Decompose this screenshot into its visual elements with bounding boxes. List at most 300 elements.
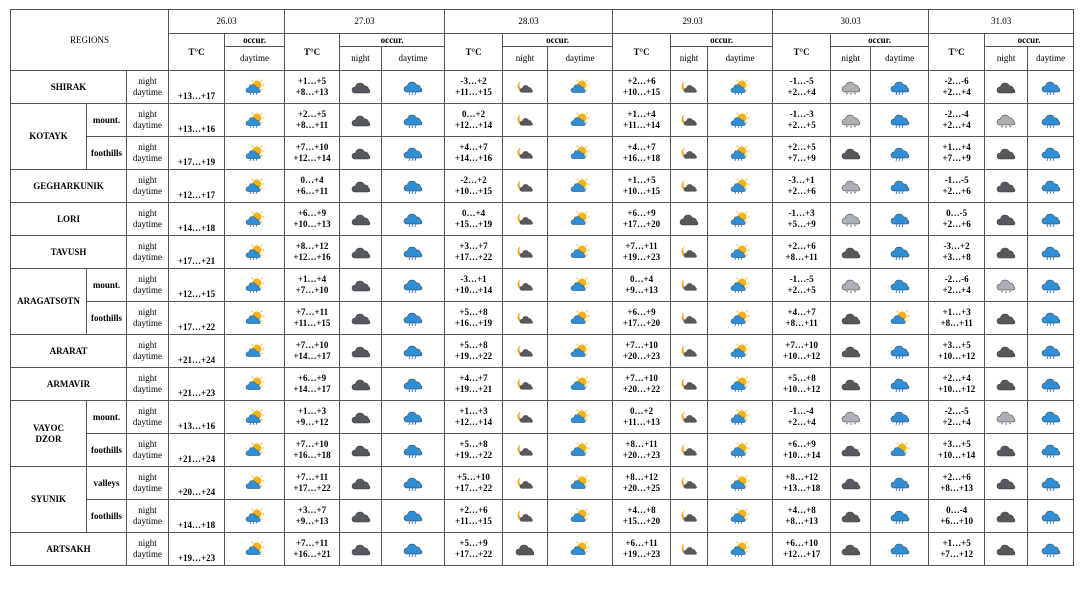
temp-cell: [445, 236, 503, 269]
daytime-temp: +12…+14: [454, 417, 493, 427]
night-occurrence-cell: [340, 203, 382, 236]
temp-cell: [285, 302, 340, 335]
daytime-occurrence-cell: [1028, 467, 1074, 500]
night-occurrence-cell: [671, 203, 708, 236]
daytime-label: daytime: [133, 153, 163, 163]
night-temp: -2…+2: [460, 175, 487, 185]
daytime-temp: +13…+16: [177, 124, 216, 134]
daytime-label: daytime: [133, 450, 163, 460]
daytime-temp: +17…+22: [454, 549, 493, 559]
table-row: [11, 434, 1074, 467]
daytime-occurrence-cell: [548, 434, 613, 467]
night-temp: +3…+5: [942, 340, 971, 350]
daytime-temp: +17…+21: [177, 256, 216, 266]
daytime-temp: +13…+17: [177, 91, 216, 101]
occurrence-cell: [225, 170, 285, 203]
night-occurrence-cell: [831, 533, 871, 566]
daytime-temp: +16…+21: [293, 549, 331, 559]
night-temp: +7…+10: [625, 340, 658, 350]
sun-cloud-icon: [570, 442, 590, 458]
daytime-occurrence-cell: [382, 104, 445, 137]
temp-cell: [613, 302, 671, 335]
night-occurrence-cell: [985, 533, 1028, 566]
temp-header-1: T°C: [285, 34, 340, 71]
sun-cloud-icon: [245, 343, 265, 359]
sun-cloud-icon: [570, 475, 590, 491]
temp-cell: [613, 401, 671, 434]
time-of-day-labels: [127, 434, 169, 467]
temp-cell: [169, 467, 225, 500]
moon-cloud-icon: [515, 343, 535, 359]
daytime-occurrence-cell: [1028, 302, 1074, 335]
temp-cell: [169, 170, 225, 203]
temp-cell: [169, 335, 225, 368]
region-label: GEGHARKUNIK: [33, 180, 104, 191]
daytime-occurrence-cell: [871, 401, 929, 434]
night-label: night: [138, 175, 157, 185]
night-occurrence-cell: [671, 500, 708, 533]
night-temp: +2…+6: [787, 241, 816, 251]
temp-cell: [773, 236, 831, 269]
temp-cell: [445, 533, 503, 566]
sun-cloud-icon: [570, 112, 590, 128]
forecast-table: [10, 9, 1074, 566]
daytime-temp: +10…+12: [782, 351, 821, 361]
daytime-occurrence-cell: [1028, 269, 1074, 302]
cloud-icon: [996, 244, 1016, 260]
temp-cell: [445, 467, 503, 500]
temp-cell: [773, 302, 831, 335]
cloud-icon: [351, 310, 371, 326]
daytime-occurrence-cell: [548, 533, 613, 566]
daytime-label: daytime: [133, 351, 163, 361]
daytime-temp: +10…+12: [937, 384, 976, 394]
night-temp: +7…+11: [295, 472, 329, 482]
temp-cell: [285, 104, 340, 137]
night-temp: -2…-6: [944, 274, 969, 284]
daytime-temp: +12…+16: [293, 252, 331, 262]
night-temp: +7…+11: [625, 241, 658, 251]
occur-header-3: occur.: [671, 34, 773, 47]
rain-icon: [890, 145, 910, 161]
subregion-label: valleys: [93, 477, 120, 488]
daytime-temp: +9…+13: [295, 516, 329, 526]
cloud-icon: [841, 508, 861, 524]
daytime-occurrence-cell: [548, 104, 613, 137]
temp-cell: [613, 533, 671, 566]
night-temp: +2…+6: [942, 472, 971, 482]
sun-cloud-rain-icon: [730, 79, 750, 95]
daytime-occurrence-cell: [1028, 434, 1074, 467]
sun-cloud-icon: [245, 541, 265, 557]
daytime-temp: +14…+17: [293, 351, 331, 361]
rain-icon: [1041, 541, 1061, 557]
moon-cloud-icon: [515, 145, 535, 161]
daytime-temp: +16…+18: [293, 450, 331, 460]
rain-icon: [1041, 79, 1061, 95]
temp-cell: [285, 137, 340, 170]
snow-icon: [996, 277, 1016, 293]
night-temp: +1…+4: [297, 274, 327, 284]
night-temp: +7…+10: [295, 439, 329, 449]
snow-icon: [841, 211, 861, 227]
daytime-temp: +13…+16: [177, 421, 216, 431]
daytime-temp: +14…+18: [177, 223, 216, 233]
rain-icon: [890, 508, 910, 524]
daytime-occurrence-cell: [548, 71, 613, 104]
daytime-temp: +2…+6: [942, 186, 971, 196]
sun-cloud-icon: [245, 442, 265, 458]
cloud-icon: [351, 112, 371, 128]
daytime-occurrence-cell: [1028, 170, 1074, 203]
temp-cell: [169, 302, 225, 335]
night-label: night: [138, 538, 157, 548]
night-occurrence-cell: [671, 104, 708, 137]
daytime-label: daytime: [133, 549, 163, 559]
daytime-occurrence-cell: [382, 302, 445, 335]
table-row: [11, 170, 1074, 203]
sun-cloud-icon: [570, 376, 590, 392]
region-label: TAVUSH: [50, 246, 87, 257]
night-temp: +4…+7: [787, 307, 816, 317]
daytime-occurrence-cell: [548, 170, 613, 203]
daytime-occurrence-cell: [1028, 500, 1074, 533]
daytime-temp: +15…+20: [622, 516, 661, 526]
region-label: ARAGATSOTN: [17, 296, 80, 306]
night-occurrence-cell: [340, 104, 382, 137]
rain-icon: [890, 79, 910, 95]
daytime-occurrence-cell: [382, 269, 445, 302]
night-occurrence-cell: [503, 368, 548, 401]
daytime-temp: +17…+22: [293, 483, 331, 493]
night-temp: +5…+8: [459, 340, 488, 350]
night-occurrence-cell: [340, 467, 382, 500]
night-temp: +7…+10: [785, 340, 818, 350]
daytime-label: daytime: [133, 219, 163, 229]
cloud-icon: [351, 277, 371, 293]
rain-icon: [890, 277, 910, 293]
sun-cloud-icon: [570, 409, 590, 425]
daytime-occurrence-cell: [708, 302, 773, 335]
night-occurrence-cell: [503, 236, 548, 269]
night-temp: -3…+1: [788, 175, 815, 185]
moon-cloud-icon: [515, 409, 535, 425]
daytime-occurrence-cell: [548, 368, 613, 401]
night-temp: 0…+2: [629, 406, 654, 416]
night-occurrence-cell: [831, 401, 871, 434]
cloud-icon: [351, 178, 371, 194]
temp-cell: [285, 236, 340, 269]
daytime-temp: +11…+13: [623, 417, 660, 427]
night-temp: +5…+10: [457, 472, 490, 482]
sun-cloud-rain-icon: [730, 277, 750, 293]
moon-cloud-icon: [679, 475, 699, 491]
night-occurrence-cell: [985, 500, 1028, 533]
temp-cell: [445, 203, 503, 236]
night-temp: -2…-6: [944, 76, 969, 86]
moon-cloud-icon: [515, 310, 535, 326]
rain-icon: [890, 211, 910, 227]
occurrence-cell: [225, 533, 285, 566]
night-label: night: [138, 472, 157, 482]
region-name: [11, 71, 127, 104]
temp-cell: [773, 467, 831, 500]
temp-cell: [169, 137, 225, 170]
subregion-name: [87, 269, 127, 302]
region-name: [11, 335, 127, 368]
night-temp: +5…+8: [459, 439, 488, 449]
daytime-occurrence-cell: [548, 203, 613, 236]
temp-cell: [445, 104, 503, 137]
temp-cell: [445, 368, 503, 401]
night-occurrence-cell: [831, 236, 871, 269]
daytime-occurrence-cell: [708, 368, 773, 401]
daytime-temp: +17…+20: [622, 318, 661, 328]
night-occurrence-cell: [340, 533, 382, 566]
daytime-label: daytime: [133, 516, 163, 526]
moon-cloud-icon: [515, 508, 535, 524]
moon-cloud-icon: [679, 442, 699, 458]
daytime-temp: +11…+15: [293, 318, 331, 328]
table-row: [11, 71, 1074, 104]
rain-icon: [890, 244, 910, 260]
cloud-icon: [351, 409, 371, 425]
sun-cloud-icon: [570, 508, 590, 524]
cloud-icon: [841, 475, 861, 491]
night-occurrence-cell: [671, 533, 708, 566]
rain-icon: [403, 277, 423, 293]
daytime-occurrence-cell: [382, 203, 445, 236]
table-row: [11, 104, 1074, 137]
temp-cell: [929, 533, 985, 566]
daytime-temp: +2…+4: [787, 87, 816, 97]
rain-icon: [1041, 508, 1061, 524]
night-occurrence-cell: [503, 500, 548, 533]
sun-cloud-rain-icon: [730, 112, 750, 128]
daytime-occurrence-cell: [871, 170, 929, 203]
cloud-icon: [351, 79, 371, 95]
date-header-4: 30.03: [773, 10, 929, 34]
temp-cell: [773, 533, 831, 566]
sun-cloud-rain-icon: [245, 409, 265, 425]
daytime-header-5: daytime: [1028, 47, 1074, 71]
moon-cloud-icon: [515, 376, 535, 392]
daytime-occurrence-cell: [871, 335, 929, 368]
temp-cell: [773, 71, 831, 104]
daytime-occurrence-cell: [871, 434, 929, 467]
cloud-icon: [996, 145, 1016, 161]
daytime-occurrence-cell: [708, 533, 773, 566]
night-header-4: night: [831, 47, 871, 71]
moon-cloud-icon: [679, 409, 699, 425]
night-occurrence-cell: [671, 401, 708, 434]
table-row: [11, 269, 1074, 302]
temp-cell: [613, 236, 671, 269]
snow-icon: [996, 409, 1016, 425]
night-occurrence-cell: [503, 137, 548, 170]
cloud-icon: [351, 475, 371, 491]
subregion-name: [87, 500, 127, 533]
occurrence-cell: [225, 203, 285, 236]
night-occurrence-cell: [985, 236, 1028, 269]
daytime-temp: +14…+18: [177, 520, 216, 530]
night-header-2: night: [503, 47, 548, 71]
daytime-temp: +12…+14: [454, 120, 493, 130]
temp-cell: [929, 434, 985, 467]
daytime-occurrence-cell: [1028, 236, 1074, 269]
daytime-temp: +17…+22: [454, 483, 493, 493]
subregion-label: foothills: [90, 312, 122, 323]
temp-cell: [613, 335, 671, 368]
night-occurrence-cell: [831, 368, 871, 401]
daytime-occurrence-cell: [708, 269, 773, 302]
night-header-5: night: [985, 47, 1028, 71]
snow-icon: [841, 409, 861, 425]
sun-cloud-icon: [570, 541, 590, 557]
night-temp: +6…+9: [627, 208, 656, 218]
daytime-temp: +20…+23: [622, 450, 661, 460]
cloud-icon: [841, 310, 861, 326]
rain-icon: [403, 178, 423, 194]
night-occurrence-cell: [985, 467, 1028, 500]
sun-cloud-rain-icon: [730, 409, 750, 425]
daytime-temp: +6…+11: [295, 186, 329, 196]
subregion-label: mount.: [92, 114, 121, 125]
night-temp: +8…+11: [625, 439, 658, 449]
daytime-occurrence-cell: [708, 335, 773, 368]
time-of-day-labels: [127, 269, 169, 302]
temp-cell: [169, 203, 225, 236]
night-temp: -1…-5: [944, 175, 969, 185]
rain-icon: [890, 541, 910, 557]
subregion-label: mount.: [92, 411, 121, 422]
daytime-occurrence-cell: [871, 302, 929, 335]
daytime-temp: +12…+14: [293, 153, 331, 163]
daytime-temp: +3…+8: [942, 252, 971, 262]
daytime-occurrence-cell: [1028, 335, 1074, 368]
daytime-occurrence-cell: [871, 137, 929, 170]
daytime-occurrence-cell: [548, 269, 613, 302]
daytime-occurrence-cell: [708, 401, 773, 434]
night-occurrence-cell: [985, 302, 1028, 335]
table-row: [11, 368, 1074, 401]
night-label: night: [138, 208, 157, 218]
moon-cloud-icon: [679, 310, 699, 326]
daytime-temp: +20…+25: [622, 483, 661, 493]
daytime-occurrence-cell: [382, 236, 445, 269]
night-label: night: [138, 274, 157, 284]
moon-cloud-icon: [515, 244, 535, 260]
sun-cloud-rain-icon: [730, 442, 750, 458]
rain-icon: [403, 244, 423, 260]
night-occurrence-cell: [671, 269, 708, 302]
temp-cell: [169, 533, 225, 566]
night-occurrence-cell: [340, 368, 382, 401]
region-name: [11, 104, 87, 170]
night-temp: +3…+5: [942, 439, 971, 449]
daytime-occurrence-cell: [382, 533, 445, 566]
night-occurrence-cell: [340, 137, 382, 170]
daytime-temp: +9…+12: [295, 417, 329, 427]
night-temp: -1…-5: [789, 274, 814, 284]
night-occurrence-cell: [985, 269, 1028, 302]
night-temp: -1…+3: [788, 208, 815, 218]
night-temp: 0…+4: [629, 274, 654, 284]
temp-cell: [285, 203, 340, 236]
sun-cloud-icon: [570, 310, 590, 326]
cloud-icon: [996, 178, 1016, 194]
night-temp: +2…+6: [627, 76, 656, 86]
rain-icon: [1041, 475, 1061, 491]
night-occurrence-cell: [503, 401, 548, 434]
daytime-temp: +10…+14: [937, 450, 976, 460]
time-of-day-labels: [127, 368, 169, 401]
daytime-temp: +10…+15: [622, 87, 661, 97]
temp-cell: [929, 170, 985, 203]
temp-cell: [285, 71, 340, 104]
occurrence-cell: [225, 500, 285, 533]
daytime-occurrence-cell: [708, 137, 773, 170]
subregion-name: [87, 137, 127, 170]
night-temp: +6…+9: [297, 373, 327, 383]
daytime-label: daytime: [133, 384, 163, 394]
rain-icon: [403, 211, 423, 227]
night-occurrence-cell: [671, 71, 708, 104]
night-label: night: [138, 406, 157, 416]
daytime-temp: +16…+19: [454, 318, 493, 328]
night-occurrence-cell: [831, 170, 871, 203]
temp-cell: [169, 71, 225, 104]
rain-icon: [890, 343, 910, 359]
daytime-label: daytime: [133, 120, 163, 130]
sun-cloud-icon: [245, 310, 265, 326]
cloud-icon: [351, 343, 371, 359]
temp-cell: [169, 434, 225, 467]
subregion-label: mount.: [92, 279, 121, 290]
temp-cell: [929, 335, 985, 368]
rain-icon: [403, 79, 423, 95]
night-occurrence-cell: [831, 203, 871, 236]
region-label: KOTAYK: [29, 131, 68, 141]
rain-icon: [403, 409, 423, 425]
daytime-temp: +19…+22: [454, 450, 493, 460]
night-occurrence-cell: [985, 137, 1028, 170]
daytime-occurrence-cell: [708, 236, 773, 269]
sun-cloud-rain-icon: [245, 178, 265, 194]
temp-cell: [773, 137, 831, 170]
time-of-day-labels: [127, 500, 169, 533]
sun-cloud-rain-icon: [245, 79, 265, 95]
temp-cell: [169, 236, 225, 269]
time-of-day-labels: [127, 302, 169, 335]
daytime-temp: +7…+10: [295, 285, 329, 295]
daytime-temp: +5…+9: [787, 219, 816, 229]
moon-cloud-icon: [515, 178, 535, 194]
table-row: [11, 533, 1074, 566]
night-temp: +5…+8: [459, 307, 488, 317]
region-name: [11, 236, 127, 269]
moon-cloud-icon: [679, 244, 699, 260]
daytime-header-0: daytime: [225, 47, 285, 71]
cloud-icon: [996, 541, 1016, 557]
daytime-occurrence-cell: [708, 71, 773, 104]
time-of-day-labels: [127, 335, 169, 368]
daytime-temp: +19…+23: [622, 549, 661, 559]
night-occurrence-cell: [503, 533, 548, 566]
cloud-icon: [515, 541, 535, 557]
daytime-temp: +8…+11: [785, 318, 818, 328]
moon-cloud-icon: [679, 541, 699, 557]
